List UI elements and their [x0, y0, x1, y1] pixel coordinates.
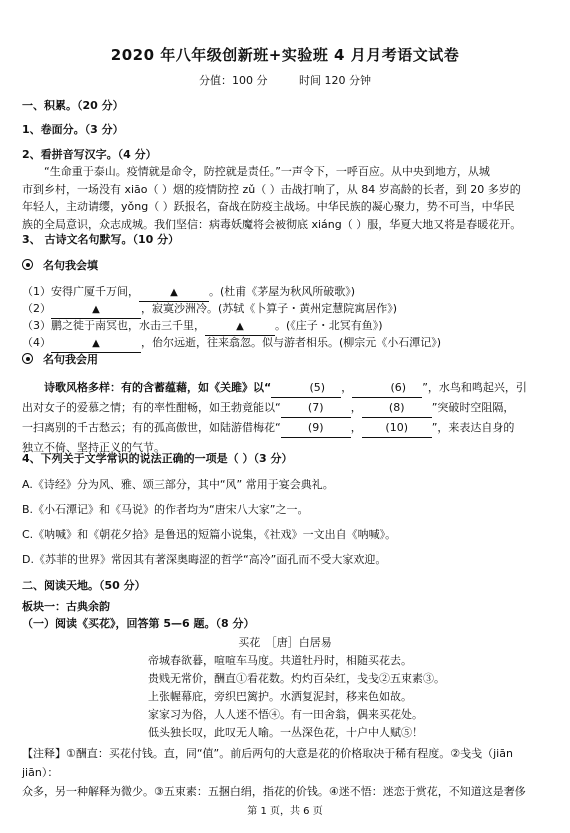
section-heading-1: 一、积累。（20 分） — [22, 99, 124, 112]
page-footer: 第 1 页，共 6 页 — [247, 806, 323, 817]
subsection-label: 名句我会用 — [43, 353, 98, 366]
question-2-passage — [22, 163, 550, 233]
time-info: 时间 120 分钟 — [299, 74, 371, 87]
option-a[interactable]: A.《诗经》分为风、雅、颂三部分，其中“风” 常用于宴会典礼。 — [22, 478, 334, 491]
triangle-marker: ▲ — [92, 304, 100, 315]
question-3-heading: 3、 古诗文名句默写。（10 分） — [22, 233, 180, 246]
item-text: （1）安得广厦千万间， — [22, 285, 139, 298]
answer-blank-10[interactable]: (10) — [362, 418, 432, 438]
subsection-fill — [22, 257, 98, 274]
option-d[interactable]: D.《苏菲的世界》常因其有著深奥晦涩的哲学“高冷”面孔而不受大家欢迎。 — [22, 553, 387, 566]
item-text: 。(杜甫《茅屋为秋风所破歌》) — [209, 285, 356, 298]
target-bullet-icon — [22, 353, 33, 364]
item-text: 。(《庄子・北冥有鱼》) — [275, 319, 383, 332]
page-title: 2020 年八年级创新班+实验班 4 月月考语文试卷 — [110, 46, 460, 64]
subsection-use — [22, 351, 98, 368]
poem-title: 买花 ［唐］白居易 — [238, 636, 332, 649]
use-text: ”，水鸟和鸣起兴，引 — [422, 381, 527, 394]
poem-line: 家家习为俗，人人迷不悟④。有一田舍翁，偶来买花处。 — [148, 708, 423, 721]
note-line: 【注释】①酬直：买花付钱。直，同“值”。前后两句的大意是花的价格取决于稀有程度。②戋戋（jiān jiān）： — [22, 747, 513, 779]
question-2-heading: 2、看拼音写汉字。（4 分） — [22, 148, 157, 161]
poem-line: 帝城春欲暮，喧喧车马度。共道牡丹时，相随买花去。 — [148, 654, 412, 667]
use-text: ， — [350, 401, 362, 414]
passage-line: 族的全局意识，众志成城。我们坚信：病毒妖魔将会被彻底 xiáng（ ）服，华夏大地又将是春暖花开。 — [22, 217, 522, 231]
target-bullet-icon — [22, 259, 33, 270]
passage-line: “生命重于泰山。疫情就是命令，防控就是责任。”一声令下，一呼百应。从中央到地方，从城 — [44, 165, 490, 178]
use-text: 一扫离别的千古愁云；有的孤高傲世，如陆游借梅花“ — [22, 421, 281, 434]
use-text: ， — [341, 381, 353, 394]
item-text: ，寂寞沙洲冷。(苏轼《卜算子・黄州定慧院寓居作》) — [141, 302, 398, 315]
subsection-label: 名句我会填 — [43, 259, 98, 272]
option-b[interactable]: B.《小石潭记》和《马说》的作者均为“唐宋八大家”之一。 — [22, 503, 309, 516]
poem-line: 上张幄幕庇，旁织巴篱护。水洒复泥封，移来色如故。 — [148, 690, 412, 703]
answer-blank-5[interactable]: (5) — [271, 378, 341, 398]
item-text: （3）鹏之徙于南冥也，水击三千里， — [22, 319, 205, 332]
use-text: 诗歌风格多样：有的含蓄蕴藉，如《关雎》以“ — [44, 381, 272, 394]
answer-blank-7[interactable]: (7) — [281, 398, 351, 418]
poem-line: 贵贱无常价，酬直①看花数。灼灼百朵红，戋戋②五束素③。 — [148, 672, 445, 685]
section-heading-2: 二、阅读天地。（50 分） — [22, 579, 146, 592]
item-text: （2） — [22, 302, 51, 315]
answer-blank-9[interactable]: (9) — [281, 418, 351, 438]
use-line-3 — [22, 418, 550, 438]
question-4-heading: 4、下列关于文学常识的说法正确的一项是（ ）（3 分） — [22, 452, 293, 465]
use-text: ”突破时空阻隔， — [431, 401, 515, 414]
question-1: 1、卷面分。（3 分） — [22, 123, 124, 136]
exam-info — [0, 72, 570, 88]
item-text: ，佁尔远逝，往来翕忽。似与游者相乐。(柳宗元《小石潭记》) — [141, 336, 442, 349]
passage-line: 市到乡村，一场没有 xiāo（ ）烟的疫情防控 zǔ（ ）击战打响了，从 84 岁高龄的长者，到 20 多岁的 — [22, 182, 521, 196]
answer-blank-6[interactable]: (6) — [352, 378, 422, 398]
use-text: 出对女子的爱慕之情；有的率性酣畅，如王勃竟能以“ — [22, 401, 281, 414]
use-passage — [22, 378, 550, 457]
use-line-2 — [22, 398, 550, 418]
use-text: ， — [350, 421, 362, 434]
item-text: （4） — [22, 336, 51, 349]
use-line-1 — [22, 378, 550, 398]
score-info: 分值：100 分 — [199, 74, 268, 87]
poem-line: 低头独长叹，此叹无人喻。一丛深色花，十户中人赋⑤！ — [148, 726, 423, 739]
passage-line: 年轻人，主动请缨，yǒng（ ）跃报名，奋战在防疫主战场。中华民族的凝心聚力，势不可当，中华民 — [22, 200, 515, 213]
reading-subheading: （一）阅读《买花》，回答第 5—6 题。（8 分） — [22, 617, 255, 630]
triangle-marker: ▲ — [92, 338, 100, 349]
triangle-marker: ▲ — [236, 321, 244, 332]
poem-notes — [22, 744, 550, 801]
use-text: ”，来表达自身的 — [431, 421, 515, 434]
triangle-marker: ▲ — [170, 287, 178, 298]
block-heading: 板块一：古典余韵 — [22, 600, 110, 613]
use-line-4: 独立不倚、坚持正义的气节。 — [22, 441, 165, 454]
note-line: 众多，另一种解释为微少。③五束素：五捆白绢，指花的价钱。④迷不悟：迷恋于赏花，不知道这是奢侈 — [22, 785, 526, 798]
answer-blank-8[interactable]: (8) — [362, 398, 432, 418]
option-c[interactable]: C.《呐喊》和《朝花夕拾》是鲁迅的短篇小说集，《社戏》一文出自《呐喊》。 — [22, 528, 397, 541]
